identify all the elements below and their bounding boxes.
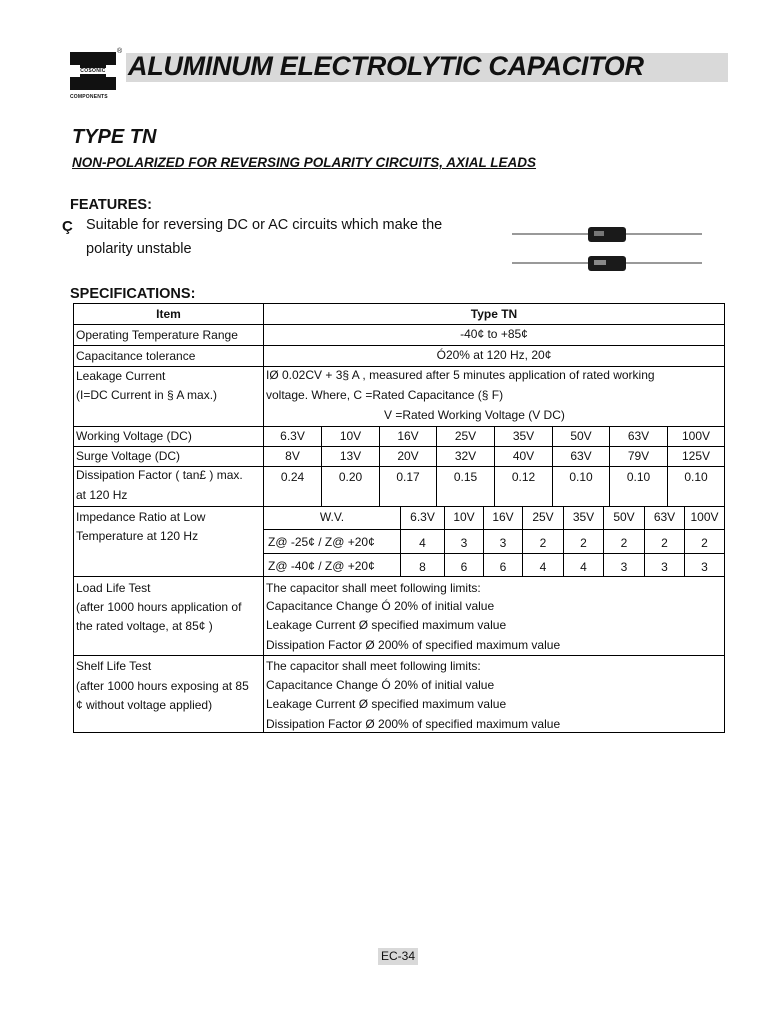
wv-cell: 100V	[681, 429, 711, 443]
wv-cell: 16V	[397, 429, 419, 443]
shelf-life-label-2: (after 1000 hours exposing at 85	[76, 679, 249, 693]
wv-cell: 50V	[570, 429, 592, 443]
cap-tol-value: Ó20% at 120 Hz, 20¢	[436, 348, 552, 362]
col-header-type: Type TN	[470, 307, 518, 321]
leakage-label-1: Leakage Current	[76, 369, 166, 383]
impedance-wv-head: W.V.	[319, 510, 345, 524]
impedance-row1-cell: 2	[661, 536, 668, 550]
leakage-value-3: V =Rated Working Voltage (V DC)	[384, 408, 565, 422]
impedance-row2-cell: 3	[661, 560, 668, 574]
load-life-value-4: Dissipation Factor Ø 200% of specified maximum value	[266, 638, 561, 652]
feature-line-2: polarity unstable	[86, 241, 192, 257]
op-temp-label: Operating Temperature Range	[76, 328, 238, 342]
impedance-row2-cell: 8	[419, 560, 426, 574]
load-life-value-1: The capacitor shall meet following limits:	[266, 581, 481, 595]
product-type: TYPE TN	[72, 126, 157, 148]
sv-cell: 20V	[397, 449, 419, 463]
df-label-1: Dissipation Factor ( tan£ ) max.	[76, 468, 243, 482]
impedance-row1-label: Z@ -25¢ / Z@ +20¢	[268, 535, 375, 549]
col-header-item: Item	[156, 307, 181, 321]
df-cell: 0.10	[626, 470, 651, 484]
impedance-wv-cell: 16V	[492, 510, 514, 524]
sv-cell: 32V	[454, 449, 477, 463]
shelf-life-value-2: Capacitance Change Ó 20% of initial value	[266, 678, 495, 692]
wv-label: Working Voltage (DC)	[76, 429, 192, 443]
impedance-row1-cell: 4	[419, 536, 426, 550]
impedance-wv-cell: 63V	[653, 510, 676, 524]
impedance-row1-cell: 2	[539, 536, 547, 550]
impedance-wv-cell: 35V	[572, 510, 595, 524]
op-temp-value: -40¢ to +85¢	[460, 327, 528, 341]
impedance-row1-cell: 3	[499, 536, 507, 550]
leakage-label-2: (I=DC Current in § A max.)	[76, 388, 218, 402]
impedance-wv-cell: 25V	[532, 510, 554, 524]
sv-cell: 63V	[570, 449, 592, 463]
impedance-row2-cell: 4	[539, 560, 547, 574]
wv-cell: 63V	[627, 429, 650, 443]
impedance-row2-cell: 4	[580, 560, 587, 574]
sv-cell: 125V	[681, 449, 711, 463]
shelf-life-label-3: ¢ without voltage applied)	[76, 698, 213, 712]
impedance-row2-cell: 6	[499, 560, 507, 574]
page-number: EC-34	[378, 948, 418, 965]
df-cell: 0.20	[338, 470, 363, 484]
wv-cell: 6.3V	[280, 429, 305, 443]
impedance-row1-cell: 2	[580, 536, 587, 550]
df-cell: 0.17	[396, 470, 420, 484]
impedance-label-2: Temperature at 120 Hz	[76, 529, 199, 543]
impedance-row1-cell: 2	[701, 536, 708, 550]
load-life-value-2: Capacitance Change Ó 20% of initial value	[266, 599, 495, 613]
wv-cell: 10V	[339, 429, 362, 443]
feature-line-1: Suitable for reversing DC or AC circuits which make the	[86, 217, 443, 233]
cap-tol-label: Capacitance tolerance	[76, 349, 196, 363]
leakage-value-2: voltage. Where, C =Rated Capacitance (§ F)	[266, 388, 504, 402]
sv-cell: 40V	[512, 449, 535, 463]
product-subtitle: NON-POLARIZED FOR REVERSING POLARITY CIRCUITS, AXIAL LEADS	[72, 155, 537, 170]
impedance-wv-cell: 100V	[690, 510, 719, 524]
impedance-wv-cell: 6.3V	[410, 510, 435, 524]
impedance-wv-cell: 50V	[613, 510, 635, 524]
leakage-value-1: IØ 0.02CV + 3§ A , measured after 5 minutes application of rated working	[266, 368, 655, 382]
sv-cell: 13V	[339, 449, 362, 463]
impedance-row2-cell: 3	[701, 560, 708, 574]
df-cell: 0.12	[511, 470, 536, 484]
shelf-life-value-1: The capacitor shall meet following limits:	[266, 659, 481, 673]
load-life-label-3: the rated voltage, at 85¢ )	[76, 619, 213, 633]
sv-label: Surge Voltage (DC)	[76, 449, 181, 463]
df-label-2: at 120 Hz	[76, 488, 128, 502]
logo-subtext: COMPONENTS	[70, 94, 108, 100]
impedance-row2-cell: 3	[620, 560, 628, 574]
page-title: ALUMINUM ELECTROLYTIC CAPACITOR	[128, 51, 644, 81]
impedance-row1-cell: 2	[620, 536, 628, 550]
load-life-value-3: Leakage Current Ø specified maximum value	[266, 618, 507, 632]
shelf-life-label-1: Shelf Life Test	[76, 659, 152, 673]
registered-mark: ®	[117, 48, 123, 55]
wv-cell: 35V	[512, 429, 535, 443]
impedance-row2-label: Z@ -40¢ / Z@ +20¢	[268, 559, 375, 573]
impedance-label-1: Impedance Ratio at Low	[76, 510, 206, 524]
load-life-label-2: (after 1000 hours application of	[76, 600, 242, 614]
df-cell: 0.15	[453, 470, 478, 484]
df-cell: 0.10	[684, 470, 708, 484]
impedance-row1-cell: 3	[460, 536, 468, 550]
impedance-wv-cell: 10V	[453, 510, 475, 524]
wv-cell: 25V	[454, 429, 477, 443]
specifications-heading: SPECIFICATIONS:	[70, 286, 196, 302]
bullet-icon: Ç	[62, 218, 73, 235]
load-life-label-1: Load Life Test	[76, 581, 151, 595]
shelf-life-value-3: Leakage Current Ø specified maximum value	[266, 697, 507, 711]
sv-cell: 79V	[627, 449, 650, 463]
features-heading: FEATURES:	[70, 197, 152, 213]
sv-cell: 8V	[285, 449, 300, 463]
df-cell: 0.24	[280, 470, 305, 484]
df-cell: 0.10	[569, 470, 593, 484]
shelf-life-value-4: Dissipation Factor Ø 200% of specified maximum value	[266, 717, 561, 731]
logo-brand: COSONIC	[80, 68, 106, 74]
impedance-row2-cell: 6	[460, 560, 468, 574]
